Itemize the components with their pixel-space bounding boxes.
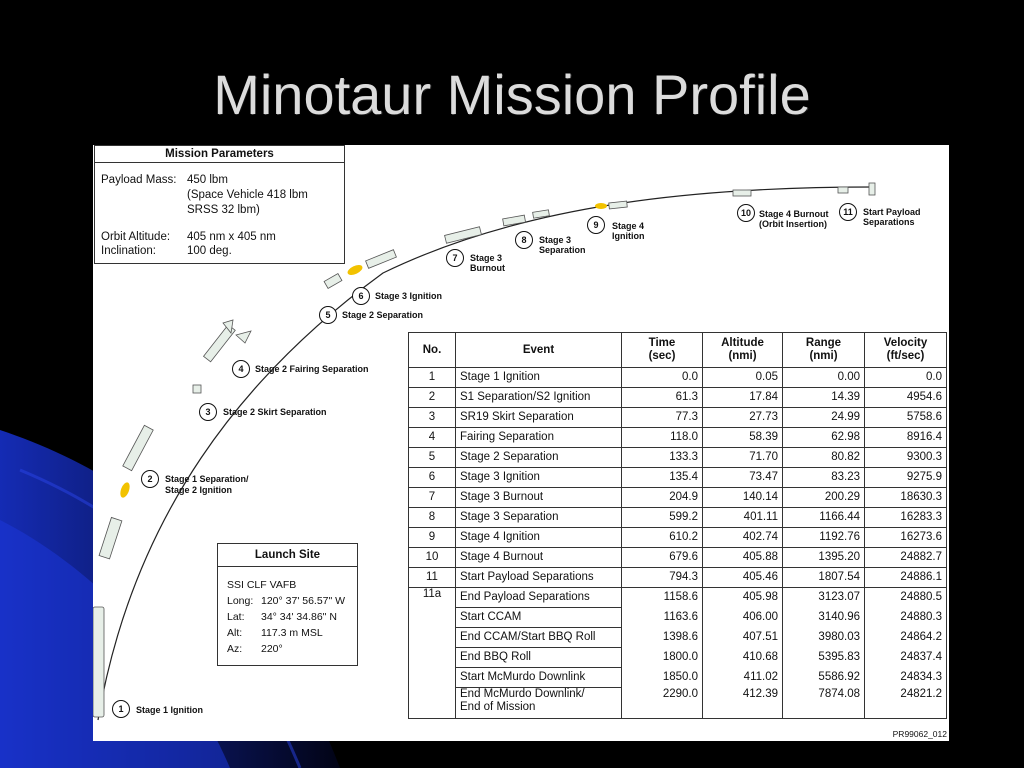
cell-time: 610.2 [622,528,703,548]
site-name: SSI CLF VAFB [227,579,297,591]
cell-range: 83.23 [783,468,865,488]
cell-altitude: 406.00 [703,608,783,628]
table-body [409,368,947,719]
event-3-label: Stage 2 Skirt Separation [223,407,327,417]
cell-time: 118.0 [622,428,703,448]
cell-altitude: 0.05 [703,368,783,388]
cell-altitude: 407.51 [703,628,783,648]
cell-event-text: End CCAM/Start BBQ Roll [460,631,596,643]
cell-altitude: 71.70 [703,448,783,468]
payload-note-1: (Space Vehicle 418 lbm [187,189,308,201]
event-7-label-2: Burnout [470,263,505,273]
cell-time: 2290.0 [622,688,703,719]
event-11-marker: 11 [839,203,857,221]
cell-event-text: Start CCAM [460,611,522,623]
cell-time: 61.3 [622,388,703,408]
cell-event-text: Start McMurdo Downlink [460,671,586,683]
cell-time: 599.2 [622,508,703,528]
cell-event: Stage 3 Burnout [456,488,622,508]
cell-velocity: 18630.3 [865,488,947,508]
event-5-label: Stage 2 Separation [342,310,424,320]
cell-velocity: 24880.5 [865,588,947,608]
event-9-label-1: Stage 4 [612,221,645,231]
cell-no: 2 [409,388,456,408]
cell-range: 0.00 [783,368,865,388]
event-9-marker: 9 [587,216,605,234]
cell-time: 794.3 [622,568,703,588]
table-row [409,688,947,719]
orbit-value: 405 nm x 405 nm [187,231,276,243]
cell-event: Stage 2 Separation [456,448,622,468]
col-range-header: Range (nmi) [783,333,865,368]
cell-event: Stage 3 Ignition [456,468,622,488]
cell-event [456,608,622,628]
cell-altitude: 405.46 [703,568,783,588]
cell-time: 679.6 [622,548,703,568]
cell-event-text-2: End of Mission [460,701,536,713]
table-row [409,648,947,668]
col-no-header: No. [409,333,456,368]
figure-id: PR99062_012 [892,729,947,739]
cell-altitude: 411.02 [703,668,783,688]
event-9-label-2: Ignition [612,231,645,241]
cell-time: 0.0 [622,368,703,388]
cell-event: SR19 Skirt Separation [456,408,622,428]
cell-event: Fairing Separation [456,428,622,448]
az-value: 220° [261,643,283,655]
cell-altitude: 405.88 [703,548,783,568]
cell-range: 80.82 [783,448,865,468]
cell-velocity: 24821.2 [865,688,947,719]
cell-event-text: End BBQ Roll [460,651,531,663]
cell-event: Stage 3 Separation [456,508,622,528]
event-timeline-table [408,332,947,719]
col-altitude-header: Altitude (nmi) [703,333,783,368]
event-8-label-2: Separation [539,245,586,255]
event-4-marker: 4 [232,360,250,378]
cell-time: 1850.0 [622,668,703,688]
cell-range: 7874.08 [783,688,865,719]
lat-value: 34° 34' 34.86" N [261,611,337,623]
cell-event [456,688,622,719]
col-velocity-header: Velocity (ft/sec) [865,333,947,368]
cell-range: 3140.96 [783,608,865,628]
cell-velocity: 9300.3 [865,448,947,468]
cell-range: 200.29 [783,488,865,508]
table-header-row [409,333,947,368]
event-10-label-1: Stage 4 Burnout [759,209,829,219]
table-row [409,428,947,448]
cell-no: 3 [409,408,456,428]
cell-velocity: 5758.6 [865,408,947,428]
cell-event-text: End Payload Separations [460,591,590,603]
event-11-label-2: Separations [863,217,915,227]
table-row [409,608,947,628]
cell-time: 1163.6 [622,608,703,628]
cell-range: 24.99 [783,408,865,428]
payload-label: Payload Mass: [101,174,177,186]
cell-altitude: 140.14 [703,488,783,508]
cell-no: 6 [409,468,456,488]
cell-no: 10 [409,548,456,568]
launch-site-header: Launch Site [218,544,357,567]
table-row [409,508,947,528]
az-label: Az: [227,643,243,655]
cell-altitude: 401.11 [703,508,783,528]
table-row [409,408,947,428]
cell-event: Stage 4 Burnout [456,548,622,568]
cell-event: Stage 1 Ignition [456,368,622,388]
cell-velocity: 24864.2 [865,628,947,648]
cell-range: 1807.54 [783,568,865,588]
event-1-label: Stage 1 Ignition [136,705,204,715]
event-8-label-1: Stage 3 [539,235,572,245]
cell-velocity: 16283.3 [865,508,947,528]
cell-range: 3123.07 [783,588,865,608]
mission-parameters-box [94,145,345,264]
table-row [409,628,947,648]
cell-altitude: 73.47 [703,468,783,488]
cell-time: 1800.0 [622,648,703,668]
cell-velocity: 24882.7 [865,548,947,568]
event-1-marker: 1 [112,700,130,718]
cell-time: 1398.6 [622,628,703,648]
table-row [409,588,947,608]
table-row [409,668,947,688]
cell-velocity: 24886.1 [865,568,947,588]
cell-altitude: 405.98 [703,588,783,608]
cell-event-text: End McMurdo Downlink/ [460,688,585,700]
event-7-label-1: Stage 3 [470,253,503,263]
mission-parameters-header: Mission Parameters [95,146,344,163]
cell-no: 9 [409,528,456,548]
alt-value: 117.3 m MSL [261,627,323,639]
slide-title: Minotaur Mission Profile [213,63,811,126]
cell-altitude: 412.39 [703,688,783,719]
cell-velocity: 4954.6 [865,388,947,408]
table-row [409,548,947,568]
cell-time: 204.9 [622,488,703,508]
table-row [409,368,947,388]
long-label: Long: [227,595,254,607]
cell-event [456,648,622,668]
cell-event: Start Payload Separations [456,568,622,588]
lat-label: Lat: [227,611,245,623]
cell-range: 1166.44 [783,508,865,528]
table-row [409,488,947,508]
cell-time: 1158.6 [622,588,703,608]
cell-velocity: 24834.3 [865,668,947,688]
event-6-label: Stage 3 Ignition [375,291,443,301]
table-row [409,468,947,488]
cell-event [456,668,622,688]
cell-time: 133.3 [622,448,703,468]
cell-altitude: 410.68 [703,648,783,668]
cell-range: 1192.76 [783,528,865,548]
cell-range: 5395.83 [783,648,865,668]
cell-no: 11 [409,568,456,588]
alt-label: Alt: [227,627,243,639]
col-time-header: Time (sec) [622,333,703,368]
event-3-marker: 3 [199,403,217,421]
cell-no: 4 [409,428,456,448]
cell-time: 135.4 [622,468,703,488]
event-7-marker: 7 [446,249,464,267]
cell-altitude: 402.74 [703,528,783,548]
event-10-label-2: (Orbit Insertion) [759,219,827,229]
cell-event: S1 Separation/S2 Ignition [456,388,622,408]
cell-no: 5 [409,448,456,468]
cell-range: 62.98 [783,428,865,448]
event-10-marker: 10 [737,204,755,222]
event-4-label: Stage 2 Fairing Separation [255,364,369,374]
event-11-label-1: Start Payload [863,207,921,217]
cell-time: 77.3 [622,408,703,428]
cell-velocity: 16273.6 [865,528,947,548]
cell-velocity: 0.0 [865,368,947,388]
cell-velocity: 24837.4 [865,648,947,668]
event-5-marker: 5 [319,306,337,324]
cell-velocity: 9275.9 [865,468,947,488]
mission-profile-figure [93,145,949,741]
event-8-marker: 8 [515,231,533,249]
cell-range: 14.39 [783,388,865,408]
table-row [409,568,947,588]
cell-velocity: 24880.3 [865,608,947,628]
inclination-value: 100 deg. [187,245,232,257]
event-2-label-2: Stage 2 Ignition [165,485,233,495]
cell-no: 1 [409,368,456,388]
cell-no: 8 [409,508,456,528]
orbit-label: Orbit Altitude: [101,231,171,243]
cell-no: 7 [409,488,456,508]
cell-event [456,588,622,608]
cell-altitude: 17.84 [703,388,783,408]
event-2-label-1: Stage 1 Separation/ [165,474,249,484]
cell-range: 1395.20 [783,548,865,568]
long-value: 120° 37' 56.57" W [261,595,346,607]
cell-event: Stage 4 Ignition [456,528,622,548]
cell-altitude: 58.39 [703,428,783,448]
launch-site-box [217,543,358,666]
cell-no: 11a [409,588,456,719]
inclination-label: Inclination: [101,245,156,257]
cell-range: 3980.03 [783,628,865,648]
payload-value: 450 lbm [187,174,228,186]
table-row [409,388,947,408]
cell-altitude: 27.73 [703,408,783,428]
event-2-marker: 2 [141,470,159,488]
cell-velocity: 8916.4 [865,428,947,448]
table-row [409,528,947,548]
event-6-marker: 6 [352,287,370,305]
cell-range: 5586.92 [783,668,865,688]
col-event-header: Event [456,333,622,368]
payload-note-2: SRSS 32 lbm) [187,204,260,216]
cell-event [456,628,622,648]
table-row [409,448,947,468]
